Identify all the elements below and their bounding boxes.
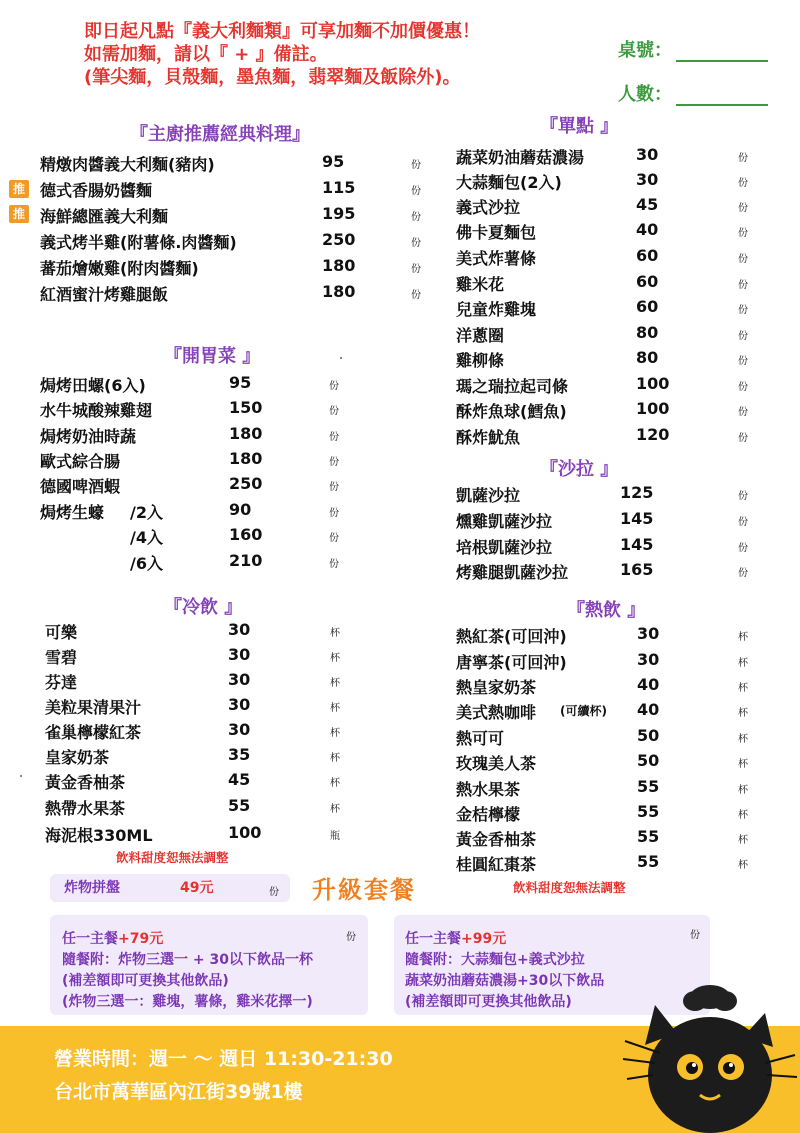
item-name: 唐寧茶(可回沖)	[456, 653, 567, 672]
item-unit: 杯	[738, 734, 748, 745]
item-name: 雞柳條	[456, 351, 505, 370]
item-price: 30	[228, 645, 251, 664]
item-unit: 杯	[330, 728, 340, 739]
item-unit: 杯	[330, 804, 340, 815]
item-unit: 份	[738, 491, 748, 502]
scan-speck	[340, 357, 342, 359]
item-price: 100	[636, 399, 670, 418]
fry-platter-price: 49元	[180, 880, 214, 896]
item-unit: 杯	[738, 860, 748, 871]
recommend-badge: 推	[9, 205, 29, 223]
menu-item[interactable]	[45, 745, 355, 770]
menu-item[interactable]	[456, 509, 756, 534]
cat-mascot-icon	[615, 975, 800, 1133]
item-name: 焗烤奶油時蔬	[40, 427, 137, 446]
set-b-label: 任一主餐	[405, 931, 461, 947]
item-price: 90	[229, 500, 252, 519]
set-a-price: +79元	[118, 931, 164, 947]
promo-line-2: 如需加麵，請以『 + 』備註。	[84, 44, 328, 65]
item-price: 160	[229, 525, 263, 544]
menu-item[interactable]	[456, 195, 756, 220]
item-unit: 杯	[330, 678, 340, 689]
menu-item[interactable]	[40, 204, 430, 229]
item-name: 雞米花	[456, 275, 505, 294]
item-unit: 份	[411, 264, 421, 275]
item-name: 金桔檸檬	[456, 805, 521, 824]
item-price: 165	[620, 560, 654, 579]
store-address: 台北市萬華區內江街39號1樓	[54, 1081, 303, 1103]
item-unit: 份	[738, 254, 748, 265]
menu-item[interactable]	[45, 770, 355, 795]
item-price: 100	[636, 374, 670, 393]
item-unit: 份	[738, 331, 748, 342]
item-price: 55	[637, 827, 660, 846]
promo-line-3: (筆尖麵，貝殼麵，墨魚麵，翡翠麵及飯除外)。	[84, 67, 461, 88]
item-name: 大蒜麵包(2入)	[456, 173, 562, 192]
set-b-price: +99元	[461, 931, 507, 947]
item-unit: 杯	[738, 785, 748, 796]
menu-item[interactable]	[40, 525, 350, 550]
item-price: 35	[228, 745, 251, 764]
item-unit: 份	[738, 280, 748, 291]
menu-item[interactable]	[456, 170, 756, 195]
item-count: /6入	[130, 554, 163, 573]
item-price: 45	[636, 195, 659, 214]
item-unit: 份	[738, 543, 748, 554]
hot-drink-note: 飲料甜度恕無法調整	[513, 880, 626, 895]
item-unit: 份	[411, 186, 421, 197]
menu-item[interactable]	[456, 700, 756, 725]
item-unit: 杯	[738, 683, 748, 694]
item-price: 145	[620, 535, 654, 554]
menu-item[interactable]	[40, 282, 430, 307]
item-name: 皇家奶茶	[45, 748, 110, 767]
item-price: 60	[636, 272, 659, 291]
item-unit: 份	[738, 407, 748, 418]
set-a-line-2: 隨餐附：炸物三選一 + 30以下飲品一杯	[62, 952, 313, 968]
menu-item[interactable]	[40, 152, 430, 177]
item-name: 美式熱咖啡	[456, 703, 537, 722]
item-unit: 份	[738, 153, 748, 164]
menu-item[interactable]	[40, 551, 350, 576]
item-unit: 份	[738, 356, 748, 367]
item-unit: 份	[329, 533, 339, 544]
menu-item[interactable]	[456, 560, 756, 585]
section-chef-recommend: 『主廚推薦經典料理』	[130, 124, 310, 145]
item-price: 210	[229, 551, 263, 570]
item-unit: 份	[329, 406, 339, 417]
item-price: 95	[322, 152, 345, 171]
menu-item[interactable]	[456, 650, 756, 675]
item-unit: 份	[329, 457, 339, 468]
item-count: /2入	[130, 503, 163, 522]
item-note: (可續杯)	[560, 704, 607, 718]
set-b-line-1	[405, 929, 506, 950]
item-name: 黃金香柚茶	[45, 773, 126, 792]
item-name: 桂圓紅棗茶	[456, 855, 537, 874]
item-price: 250	[322, 230, 356, 249]
table-number-label: 桌號：	[618, 40, 672, 61]
business-hours: 營業時間：週一 ～ 週日 11:30-21:30	[54, 1048, 393, 1070]
set-b-line-4: (補差額即可更換其他飲品)	[405, 994, 572, 1010]
fry-platter-option	[56, 874, 290, 902]
fry-platter-name: 炸物拼盤	[64, 880, 120, 896]
item-name: 黃金香柚茶	[456, 830, 537, 849]
item-name: 培根凱薩沙拉	[456, 538, 553, 557]
menu-item[interactable]	[456, 802, 756, 827]
item-name: 佛卡夏麵包	[456, 223, 537, 242]
item-price: 115	[322, 178, 356, 197]
item-price: 30	[637, 624, 660, 643]
item-unit: 份	[329, 381, 339, 392]
recommend-badge: 推	[9, 180, 29, 198]
item-price: 80	[636, 348, 659, 367]
item-unit: 杯	[330, 703, 340, 714]
set-a-unit: 份	[346, 932, 356, 943]
cold-drink-note: 飲料甜度恕無法調整	[116, 850, 229, 865]
item-price: 30	[637, 650, 660, 669]
item-name: 海泥根330ML	[45, 826, 153, 845]
item-price: 195	[322, 204, 356, 223]
item-name: 凱薩沙拉	[456, 486, 521, 505]
item-unit: 份	[329, 508, 339, 519]
promo-notice	[84, 20, 480, 89]
item-unit: 杯	[738, 835, 748, 846]
item-name: 洋蔥圈	[456, 326, 505, 345]
item-unit: 份	[329, 482, 339, 493]
set-b-line-2: 隨餐附：大蒜麵包+義式沙拉	[405, 952, 585, 968]
menu-item[interactable]	[456, 399, 756, 424]
set-a-line-1	[62, 929, 163, 950]
menu-item[interactable]	[45, 823, 355, 848]
item-unit: 份	[411, 212, 421, 223]
menu-item[interactable]	[40, 449, 350, 474]
item-name: 兒童炸雞塊	[456, 300, 537, 319]
scan-speck	[20, 775, 22, 777]
menu-item[interactable]	[456, 675, 756, 700]
item-unit: 瓶	[330, 831, 340, 842]
item-unit: 份	[411, 290, 421, 301]
item-name: 芬達	[45, 673, 78, 692]
set-a-line-3: (補差額即可更換其他飲品)	[62, 973, 229, 989]
item-price: 30	[228, 620, 251, 639]
menu-item[interactable]	[456, 777, 756, 802]
menu-item[interactable]	[40, 424, 350, 449]
item-price: 30	[228, 720, 251, 739]
item-price: 30	[636, 145, 659, 164]
item-price: 60	[636, 246, 659, 265]
section-hot-drinks: 『熱飲 』	[567, 600, 646, 621]
item-count: /4入	[130, 528, 163, 547]
item-unit: 份	[738, 382, 748, 393]
item-unit: 杯	[738, 810, 748, 821]
set-a-line-4: (炸物三選一：雞塊，薯條，雞米花擇一)	[62, 994, 313, 1010]
item-name: 焗烤田螺(6入)	[40, 376, 146, 395]
menu-item[interactable]	[456, 624, 756, 649]
item-unit: 杯	[330, 653, 340, 664]
item-price: 40	[636, 220, 659, 239]
item-price: 120	[636, 425, 670, 444]
item-unit: 份	[738, 517, 748, 528]
item-name: 歐式綜合腸	[40, 452, 121, 471]
table-number-field[interactable]	[618, 36, 768, 62]
item-price: 125	[620, 483, 654, 502]
item-unit: 杯	[738, 708, 748, 719]
item-price: 30	[228, 695, 251, 714]
menu-item[interactable]	[456, 323, 756, 348]
section-cold-drinks: 『冷飲 』	[164, 597, 243, 618]
item-unit: 份	[411, 238, 421, 249]
item-name: 熱帶水果茶	[45, 799, 126, 818]
menu-item[interactable]	[456, 852, 756, 877]
menu-item[interactable]	[456, 297, 756, 322]
set-b-unit: 份	[690, 930, 700, 941]
menu-item[interactable]	[40, 500, 350, 525]
item-price: 145	[620, 509, 654, 528]
menu-item[interactable]	[45, 670, 355, 695]
menu-item[interactable]	[456, 726, 756, 751]
item-name: 酥炸魚球(鱈魚)	[456, 402, 567, 421]
menu-item[interactable]	[45, 645, 355, 670]
item-unit: 份	[329, 432, 339, 443]
item-name: 精燉肉醬義大利麵(豬肉)	[40, 155, 215, 174]
item-price: 45	[228, 770, 251, 789]
item-unit: 杯	[738, 632, 748, 643]
item-name: 水牛城酸辣雞翅	[40, 401, 153, 420]
upgrade-set-title: 升級套餐	[312, 876, 416, 904]
item-name: 熱水果茶	[456, 780, 521, 799]
item-price: 50	[637, 751, 660, 770]
item-price: 180	[229, 424, 263, 443]
item-name: 焗烤生蠔	[40, 503, 105, 522]
promo-line-1: 即日起凡點『義大利麵類』可享加麵不加價優惠！	[84, 21, 480, 42]
item-price: 50	[637, 726, 660, 745]
item-price: 55	[637, 777, 660, 796]
item-name: 德式香腸奶醬麵	[40, 181, 153, 200]
menu-item[interactable]	[40, 256, 430, 281]
table-number-line	[676, 42, 768, 62]
item-price: 250	[229, 474, 263, 493]
item-name: 熱皇家奶茶	[456, 678, 537, 697]
item-unit: 份	[738, 178, 748, 189]
item-price: 30	[636, 170, 659, 189]
item-unit: 杯	[330, 753, 340, 764]
menu-item[interactable]	[456, 535, 756, 560]
item-name: 蕃茄燴嫩雞(附肉醬麵)	[40, 259, 199, 278]
people-count-field[interactable]	[618, 80, 768, 106]
menu-item[interactable]	[456, 374, 756, 399]
item-name: 美式炸薯條	[456, 249, 537, 268]
item-name: 紅酒蜜汁烤雞腿飯	[40, 285, 169, 304]
menu-item[interactable]	[40, 230, 430, 255]
menu-item[interactable]	[456, 272, 756, 297]
item-unit: 份	[411, 160, 421, 171]
item-name: 德國啤酒蝦	[40, 477, 121, 496]
fry-platter-unit: 份	[269, 887, 279, 898]
set-a-label: 任一主餐	[62, 931, 118, 947]
menu-item[interactable]	[40, 178, 430, 203]
item-price: 60	[636, 297, 659, 316]
menu-item[interactable]	[456, 425, 756, 450]
item-name: 雀巢檸檬紅茶	[45, 723, 142, 742]
menu-item[interactable]	[45, 796, 355, 821]
item-name: 義式沙拉	[456, 198, 521, 217]
item-unit: 份	[738, 305, 748, 316]
set-b-line-3: 蔬菜奶油蘑菇濃湯+30以下飲品	[405, 973, 605, 989]
menu-item[interactable]	[40, 398, 350, 423]
item-name: 瑪之瑞拉起司條	[456, 377, 569, 396]
item-unit: 份	[738, 568, 748, 579]
people-count-line	[676, 86, 768, 106]
menu-item[interactable]	[45, 695, 355, 720]
item-price: 40	[637, 700, 660, 719]
item-name: 美粒果清果汁	[45, 698, 142, 717]
menu-item[interactable]	[40, 474, 350, 499]
item-name: 海鮮總匯義大利麵	[40, 207, 169, 226]
item-name: 燻雞凱薩沙拉	[456, 512, 553, 531]
menu-item[interactable]	[40, 373, 350, 398]
item-price: 180	[229, 449, 263, 468]
item-price: 180	[322, 282, 356, 301]
item-name: 雪碧	[45, 648, 78, 667]
item-price: 150	[229, 398, 263, 417]
item-price: 100	[228, 823, 262, 842]
item-unit: 份	[738, 203, 748, 214]
menu-item[interactable]	[456, 145, 756, 170]
menu-item[interactable]	[456, 246, 756, 271]
people-count-label: 人數：	[618, 84, 672, 105]
menu-item[interactable]	[456, 827, 756, 852]
menu-item[interactable]	[45, 720, 355, 745]
item-price: 55	[228, 796, 251, 815]
item-name: 可樂	[45, 623, 78, 642]
item-unit: 份	[329, 559, 339, 570]
item-price: 80	[636, 323, 659, 342]
item-unit: 份	[738, 228, 748, 239]
item-unit: 份	[738, 433, 748, 444]
menu-item[interactable]	[456, 348, 756, 373]
item-name: 酥炸魷魚	[456, 428, 521, 447]
item-name: 玫瑰美人茶	[456, 754, 537, 773]
menu-item[interactable]	[456, 220, 756, 245]
item-price: 180	[322, 256, 356, 275]
section-single-items: 『單點 』	[540, 116, 619, 137]
item-price: 95	[229, 373, 252, 392]
item-unit: 杯	[330, 628, 340, 639]
item-name: 烤雞腿凱薩沙拉	[456, 563, 569, 582]
item-unit: 杯	[738, 658, 748, 669]
item-name: 義式烤半雞(附薯條.肉醬麵)	[40, 233, 237, 252]
menu-item[interactable]	[456, 751, 756, 776]
item-price: 55	[637, 802, 660, 821]
menu-item[interactable]	[45, 620, 355, 645]
item-price: 40	[637, 675, 660, 694]
item-price: 55	[637, 852, 660, 871]
item-name: 蔬菜奶油蘑菇濃湯	[456, 148, 585, 167]
section-salad: 『沙拉 』	[540, 459, 619, 480]
item-name: 熱可可	[456, 729, 505, 748]
item-unit: 杯	[330, 778, 340, 789]
section-appetizer: 『開胃菜 』	[164, 346, 261, 367]
item-name: 熱紅茶(可回沖)	[456, 627, 567, 646]
item-price: 30	[228, 670, 251, 689]
menu-item[interactable]	[456, 483, 756, 508]
item-unit: 杯	[738, 759, 748, 770]
